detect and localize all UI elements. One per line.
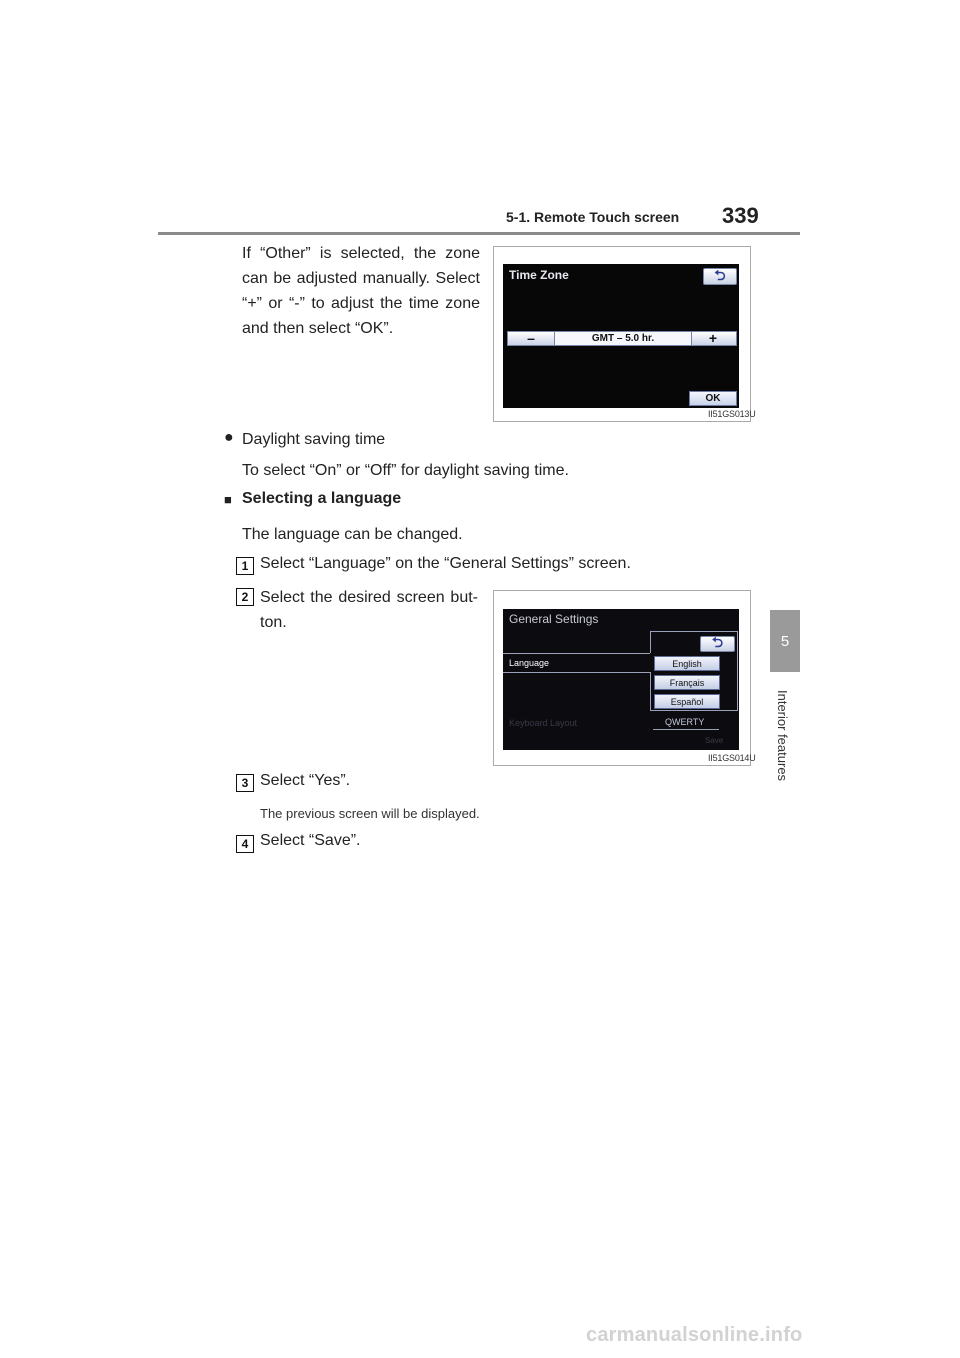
- step-text: Select “Language” on the “General Settings” screen.: [260, 555, 631, 572]
- popup-right-line: [737, 631, 738, 711]
- time-zone-adjuster: [507, 331, 737, 346]
- chapter-title: Interior features: [775, 690, 790, 782]
- section-heading: Selecting a language: [242, 490, 402, 507]
- popup-left-line: [650, 631, 651, 653]
- popup-side-line: [650, 672, 651, 710]
- save-button[interactable]: Save: [705, 736, 724, 745]
- intro-line: If “Other” is selected, the zone: [242, 245, 480, 262]
- section-title: 5-1. Remote Touch screen: [506, 209, 680, 225]
- header-rule: [158, 232, 800, 235]
- espanol-button[interactable]: Español: [654, 694, 720, 709]
- intro-line: and then select “OK”.: [242, 320, 394, 337]
- step-note: The previous screen will be displayed.: [260, 806, 480, 821]
- intro-line: “+” or “-” to adjust the time zone: [242, 295, 480, 312]
- general-settings-title: General Settings: [509, 612, 599, 626]
- step-number: 1: [236, 557, 254, 575]
- intro-line: can be adjusted manually. Select: [242, 270, 480, 287]
- return-arrow-icon: ⮌: [714, 266, 726, 283]
- figure-code: II51GS013U: [708, 409, 756, 419]
- time-zone-title: Time Zone: [509, 268, 569, 282]
- step-number: 3: [236, 774, 254, 792]
- step-number: 2: [236, 588, 254, 606]
- chapter-tab: [770, 610, 800, 672]
- square-bullet-icon: ■: [224, 492, 232, 507]
- time-zone-value: GMT – 5.0 hr.: [554, 332, 692, 345]
- daylight-description: To select “On” or “Off” for daylight saving time.: [242, 462, 569, 479]
- language-row-top-line: [503, 653, 650, 654]
- settings-row-language[interactable]: Language: [509, 658, 550, 668]
- plus-button[interactable]: +: [708, 330, 718, 346]
- back-button[interactable]: [703, 268, 737, 285]
- step-text: Select “Yes”.: [260, 772, 351, 789]
- intro-paragraph: [242, 241, 480, 341]
- step-line: Select the desired screen but-: [260, 589, 478, 606]
- return-arrow-icon: ⮌: [711, 634, 724, 650]
- step-text: Select “Save”.: [260, 832, 361, 849]
- english-button[interactable]: English: [654, 656, 720, 671]
- back-button[interactable]: [700, 636, 735, 652]
- step-number: 4: [236, 835, 254, 853]
- page-number: 339: [722, 203, 759, 228]
- figure-code: II51GS014U: [708, 753, 756, 763]
- time-zone-screen: [503, 264, 739, 408]
- watermark: carmanualsonline.info: [586, 1324, 803, 1346]
- keyboard-underline: [653, 729, 719, 730]
- daylight-title: Daylight saving time: [242, 431, 386, 448]
- chapter-number: 5: [780, 632, 790, 650]
- minus-button[interactable]: –: [527, 330, 535, 346]
- bullet-icon: ●: [224, 429, 234, 446]
- francais-button[interactable]: Français: [654, 675, 720, 690]
- general-settings-figure: [493, 590, 756, 766]
- language-row-bottom-line: [503, 672, 650, 673]
- step-text: [260, 585, 478, 635]
- popup-top-line: [650, 631, 738, 632]
- step-line: ton.: [260, 614, 287, 631]
- general-settings-screen: [503, 609, 739, 750]
- time-zone-figure: [493, 246, 756, 422]
- ok-button[interactable]: OK: [689, 391, 737, 406]
- keyboard-layout-value: QWERTY: [665, 717, 705, 727]
- settings-row-keyboard-layout[interactable]: Keyboard Layout: [509, 718, 578, 728]
- section-intro: The language can be changed.: [242, 526, 463, 543]
- popup-bottom-line: [650, 710, 738, 711]
